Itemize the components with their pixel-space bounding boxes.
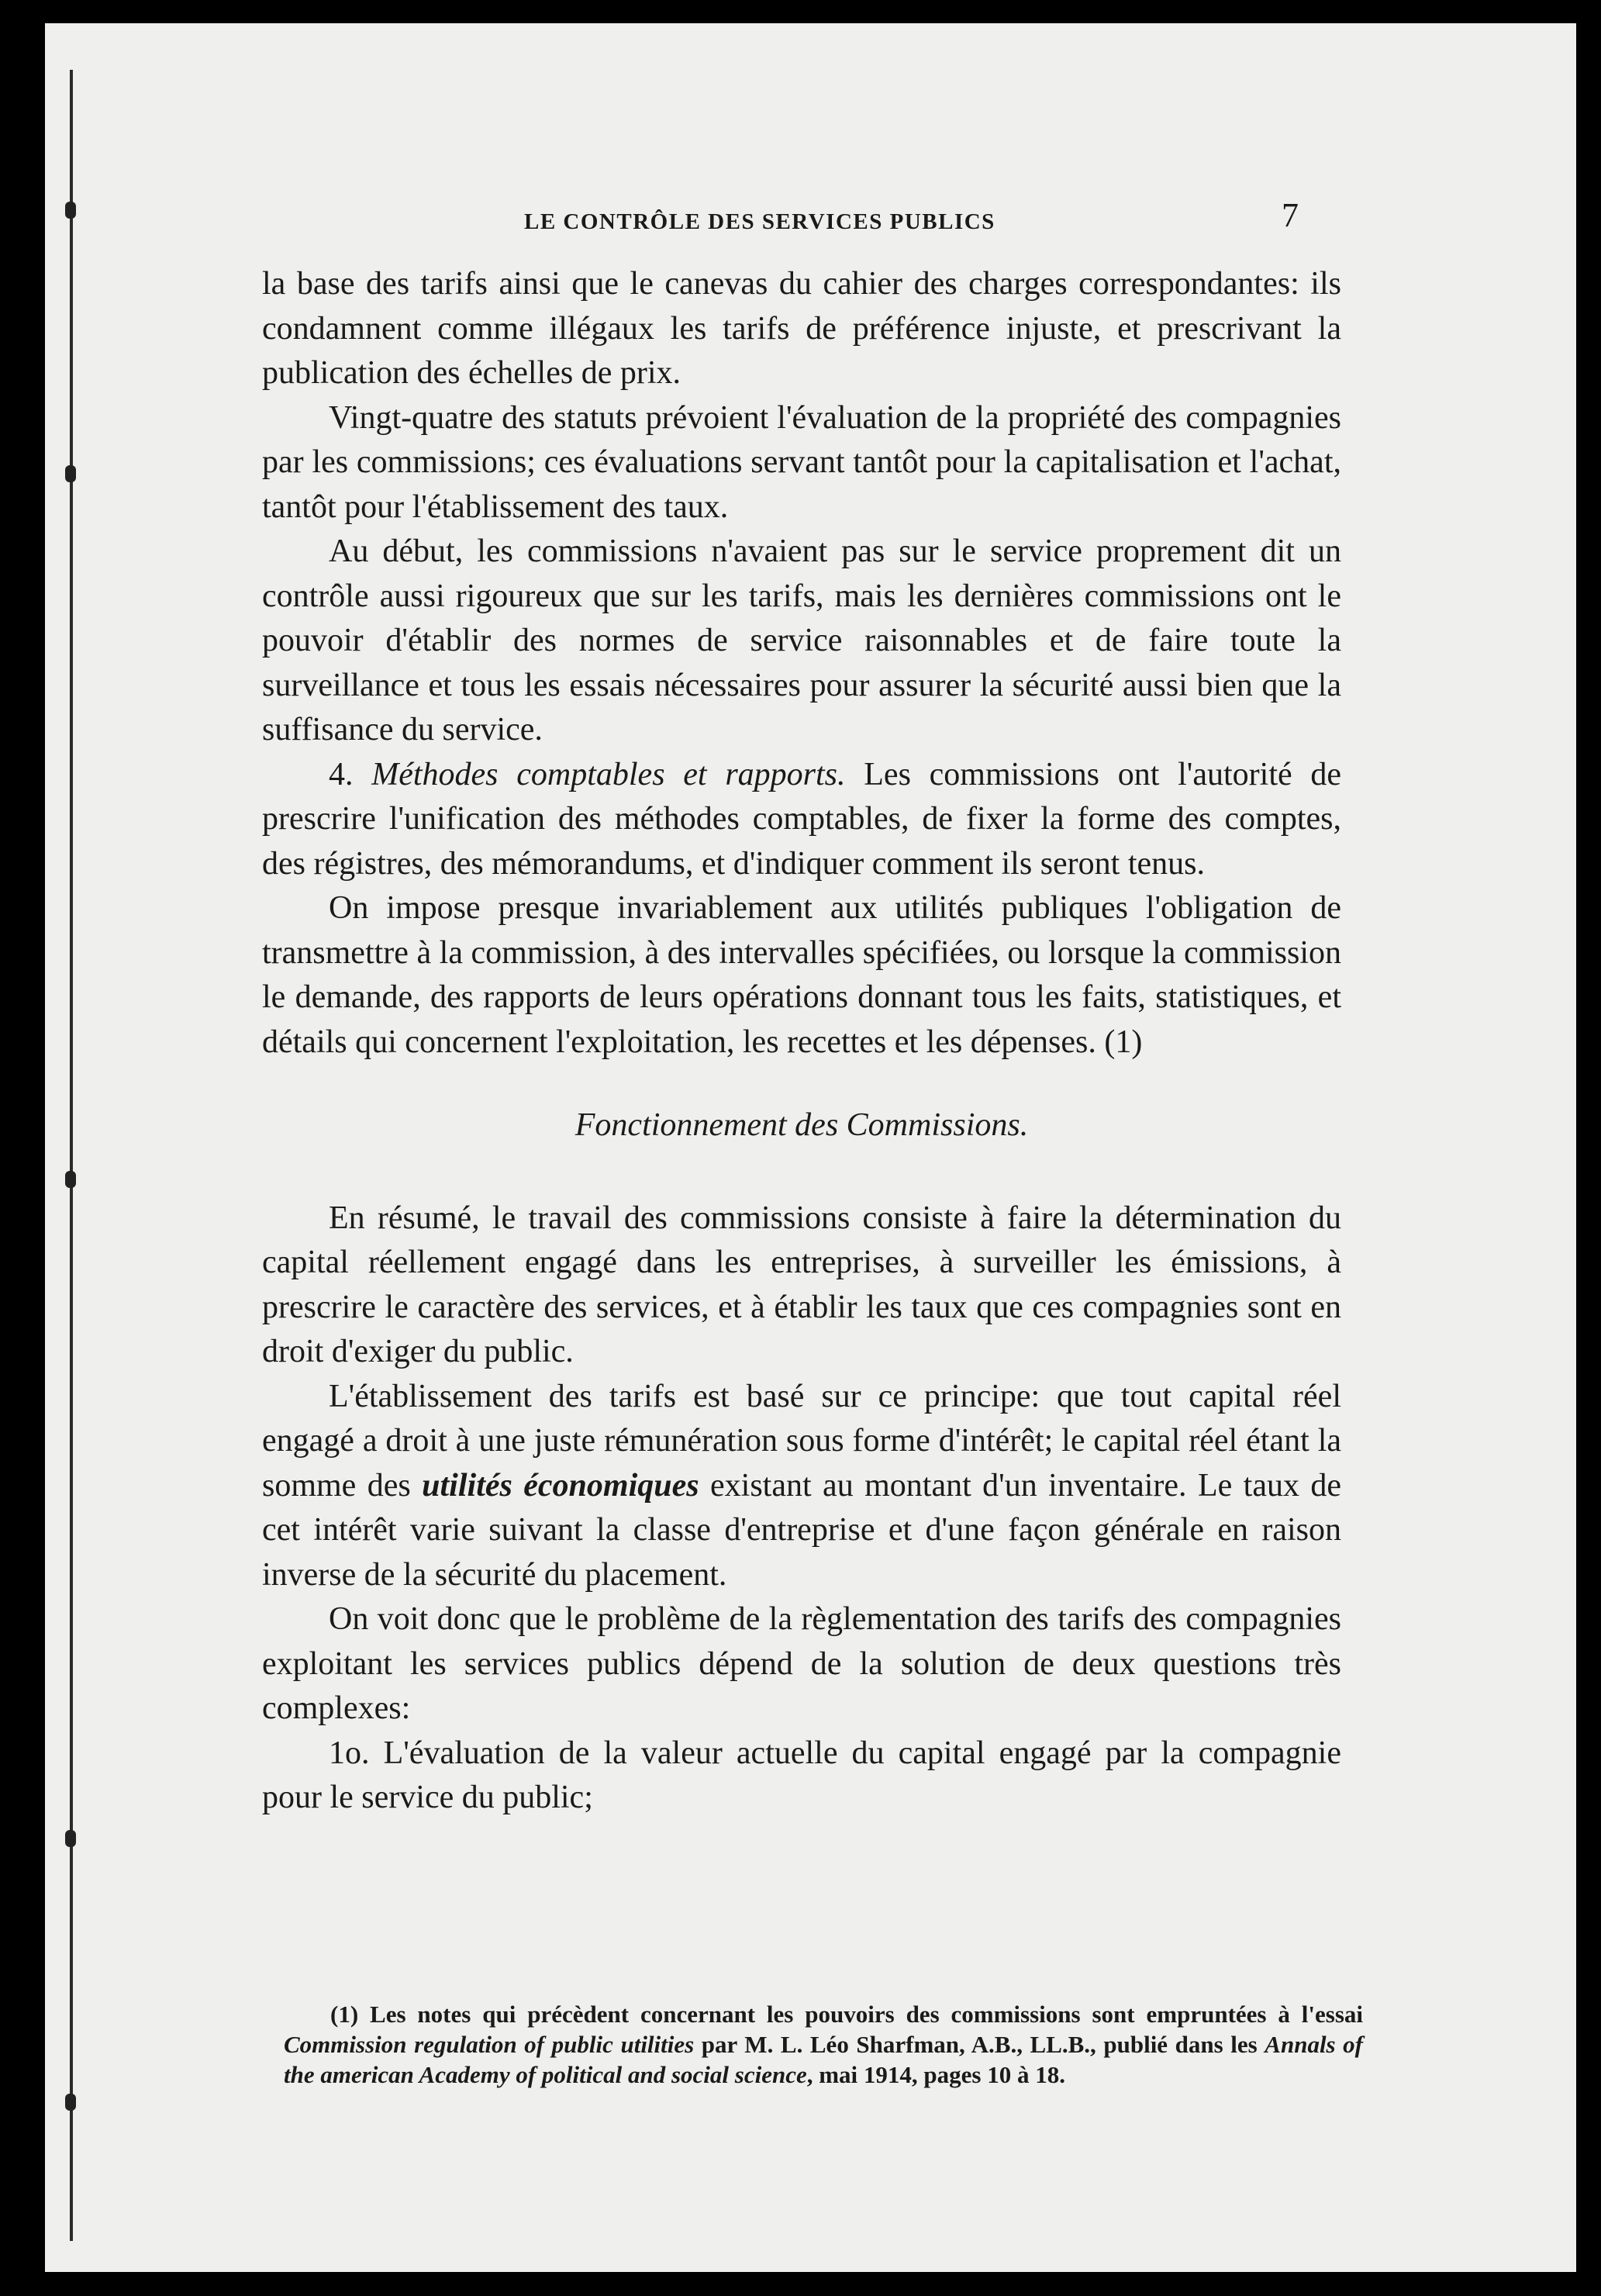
section-title: Fonctionnement des Commissions. [574,1107,1029,1143]
footnote-part: par M. L. Léo Sharfman, A.B., LL.B., publié dans les [701,2031,1258,2058]
footnote-journal: Annals of the american Academy of political and social science [284,2031,1364,2088]
paragraph: On impose presque invariablement aux utilités publiques l'obligation de transmettre à la commission, à des intervalles spécifiées, ou lorsque la commission le demande, des rapports de leurs opérations donnant tous les faits, statistiques, et détails qui concernent l'exploitation, les recettes et les dépenses. (1) [262,890,1341,1060]
footnote-part: , mai 1914, pages 10 à 18. [806,2061,1065,2088]
emphasis: utilités économiques [422,1467,699,1504]
page-number: 7 [1282,196,1299,234]
footnote [284,1999,1363,2090]
running-title: LE CONTRÔLE DES SERVICES PUBLICS [524,209,995,234]
body-text [262,262,1341,1821]
paragraph-text: L'établissement des tarifs est basé sur ce principe: que tout capital réel engagé a droit à une juste rémunération sous forme d'intérêt; le capital réel étant la somme des [262,1378,1341,1504]
binding-mark [65,2094,76,2111]
inline-heading: Méthodes comptables et rapports. [371,756,846,792]
footnote-text [284,1999,1363,2090]
binding-mark [65,1830,76,1847]
footnote-title: Commission regulation of public utilities [284,2031,695,2058]
binding-edge [70,70,73,2241]
section-number: 4. [329,756,354,792]
paragraph: En résumé, le travail des commissions consiste à faire la détermination du capital réellement engagé dans les entreprises, à surveiller les émissions, à prescrire le caractère des services, et à établir les taux que ces compagnies sont en droit d'exiger du public. [262,1200,1341,1369]
paragraph: Au début, les commissions n'avaient pas sur le service proprement dit un contrôle aussi rigoureux que sur les tarifs, mais les dernières commissions ont le pouvoir d'établir des normes de service raisonnables et de faire toute la surveillance et tous les essais nécessaires pour assurer la sécurité aussi bien que la suffisance du service. [262,533,1341,747]
binding-mark [65,202,76,219]
paragraph [262,1375,1341,1598]
paragraph: Vingt-quatre des statuts prévoient l'évaluation de la propriété des compagnies par les commissions; ces évaluations servant tantôt pour la capitalisation et l'achat, tantôt pour l'établissement des taux. [262,399,1341,525]
binding-mark [65,465,76,482]
paragraph-text: existant au montant d'un inventaire. Le taux de cet intérêt varie suivant la classe d'entreprise et d'une façon générale en raison inverse de la sécurité du placement. [262,1467,1342,1593]
binding-mark [65,1171,76,1188]
paragraph: 1o. L'évaluation de la valeur actuelle du capital engagé par la compagnie pour le service du public; [262,1735,1341,1815]
footnote-part: (1) Les notes qui précèdent concernant les pouvoirs des commissions sont empruntées à l'essai [330,2001,1363,2028]
document-page [45,23,1576,2272]
paragraph-text: Les commissions ont l'autorité de prescrire l'unification des méthodes comptables, de fixer la forme des comptes, des régistres, des mémorandums, et d'indiquer comment ils seront tenus. [262,756,1342,882]
paragraph: la base des tarifs ainsi que le canevas du cahier des charges correspondantes: ils condamnent comme illégaux les tarifs de préférence injuste, et prescrivant la publication des échelles de prix. [262,266,1341,391]
paragraph [262,753,1341,887]
paragraph: On voit donc que le problème de la règlementation des tarifs des compagnies exploitant les services publics dépend de la solution de deux questions très complexes: [262,1601,1341,1726]
